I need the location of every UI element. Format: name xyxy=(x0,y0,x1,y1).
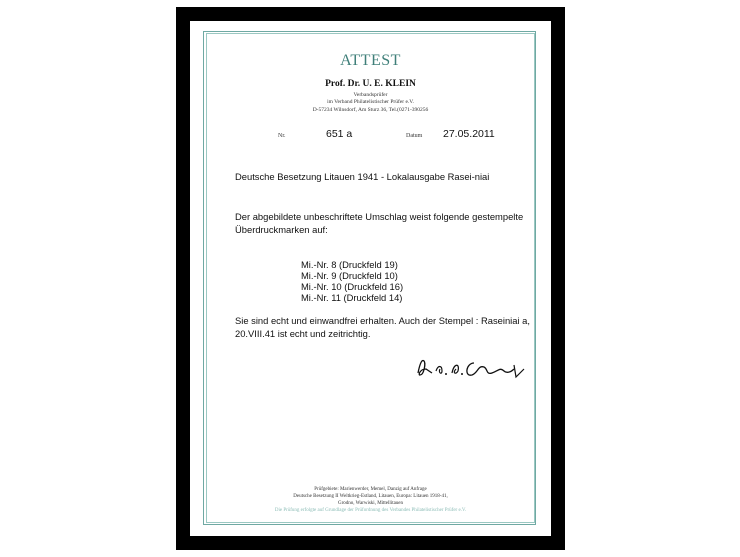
examiner-role: Verbandsprüfer xyxy=(353,92,388,98)
certificate-title: ATTEST xyxy=(340,52,401,69)
examiner-address: D-57234 Wilnsdorf, Am Sturz 36, Tel.(0271-390256 xyxy=(312,107,429,113)
examiner-name: Prof. Dr. U. E. KLEIN xyxy=(325,79,416,89)
issue-description: Deutsche Besetzung Litauen 1941 - Lokalausgabe Rasei-niai xyxy=(235,171,490,182)
stamp-list-item: Mi.-Nr. 10 (Druckfeld 16) xyxy=(301,281,404,292)
certificate-page xyxy=(190,21,551,536)
stamp-list xyxy=(301,259,403,303)
conclusion-text: Sie sind echt und einwandfrei erhalten. Auch der Stempel : Raseiniai a, 20.VIII.41 ist echt und zeitrichtig. xyxy=(235,315,530,339)
footer-line: Grodno, Warwiski, Mittellitauen xyxy=(337,501,404,506)
footer-line: Prüfgebiete: Marienwerder, Memel, Danzig auf Anfrage xyxy=(314,487,427,492)
date-label: Datum xyxy=(406,133,423,139)
stamp-list-item: Mi.-Nr. 8 (Druckfeld 19) xyxy=(301,259,398,270)
stamp-list-item: Mi.-Nr. 11 (Druckfeld 14) xyxy=(301,292,403,303)
examiner-association: im Verband Philatelistischer Prüfer e.V. xyxy=(327,99,414,105)
intro-text: Der abgebildete unbeschriftete Umschlag weist folgende gestempelte Überdruckmarken auf: xyxy=(235,211,524,235)
signature-image xyxy=(412,351,537,383)
footer-note: Die Prüfung erfolgte auf Grundlage der Prüfordnung des Verbandes Philatelistischer Prüfer e.V. xyxy=(274,508,467,513)
certificate-backing xyxy=(176,7,565,550)
date-value: 27.05.2011 xyxy=(443,128,495,140)
stamp-list-item: Mi.-Nr. 9 (Druckfeld 10) xyxy=(301,270,398,281)
footer-line: Deutsche Besetzung II Weltkrieg-Estland, Litauen, Europa: Litauen 1918-41, xyxy=(293,494,448,499)
number-value: 651 a xyxy=(326,128,353,140)
number-label: Nr. xyxy=(278,133,286,139)
